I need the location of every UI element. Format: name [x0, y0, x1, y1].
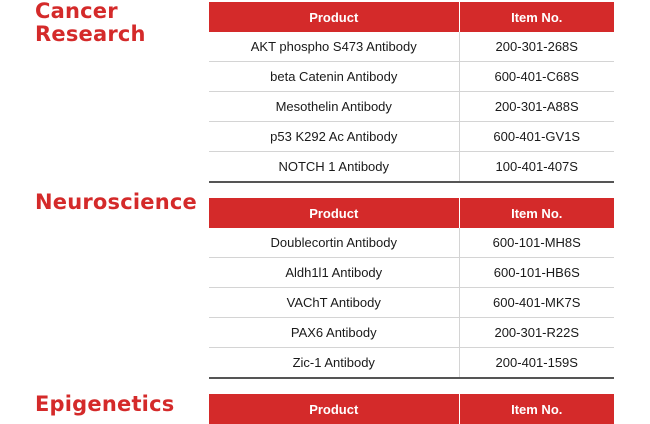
column-header-product: Product	[209, 394, 459, 424]
item-number-cell: 200-401-159S	[459, 348, 614, 379]
table-header-row	[209, 198, 614, 228]
table-header-row	[209, 2, 614, 32]
product-cell: PAX6 Antibody	[209, 318, 459, 348]
column-header-item-no: Item No.	[459, 2, 614, 32]
table-row	[209, 288, 614, 318]
table-row	[209, 228, 614, 258]
product-cell: NOTCH 1 Antibody	[209, 152, 459, 183]
product-cell: Mesothelin Antibody	[209, 92, 459, 122]
table-row	[209, 152, 614, 183]
column-header-item-no: Item No.	[459, 198, 614, 228]
column-header-product: Product	[209, 198, 459, 228]
product-cell: p53 K292 Ac Antibody	[209, 122, 459, 152]
item-number-cell: 600-401-MK7S	[459, 288, 614, 318]
neuroscience-table	[209, 198, 614, 379]
section-title-cancer-research	[35, 0, 146, 46]
product-cell: AKT phospho S473 Antibody	[250, 39, 417, 54]
column-header-item-no: Item No.	[459, 394, 614, 424]
section-title-line: Epigenetics	[35, 392, 175, 416]
table-row	[209, 258, 614, 288]
epigenetics-table	[209, 394, 614, 424]
item-number-cell: 600-401-GV1S	[459, 122, 614, 152]
product-cell: Zic-1 Antibody	[209, 348, 459, 379]
cancer-research-table	[209, 2, 614, 183]
table-row	[209, 348, 614, 379]
product-cell: Doublecortin Antibody	[270, 235, 397, 250]
table-row	[209, 122, 614, 152]
table-row	[209, 92, 614, 122]
section-title-line: Neuroscience	[35, 190, 197, 214]
section-title-neuroscience	[35, 191, 197, 214]
item-number-cell: 600-101-HB6S	[459, 258, 614, 288]
product-cell: beta Catenin Antibody	[209, 62, 459, 92]
section-title-epigenetics	[35, 393, 174, 416]
column-header-product: Product	[209, 2, 459, 32]
item-number-cell: 200-301-A88S	[459, 92, 614, 122]
table-row	[209, 318, 614, 348]
item-number-cell: 200-301-R22S	[459, 318, 614, 348]
table-row	[209, 62, 614, 92]
section-title-line: Research	[35, 22, 146, 46]
section-title-line: Cancer	[35, 0, 118, 23]
item-number-cell: 600-401-C68S	[459, 62, 614, 92]
product-cell: VAChT Antibody	[209, 288, 459, 318]
item-number-cell: 100-401-407S	[459, 152, 614, 183]
item-number-cell: 600-101-MH8S	[459, 228, 614, 258]
table-header-row	[209, 394, 614, 424]
table-row	[209, 32, 614, 62]
item-number-cell: 200-301-268S	[459, 32, 614, 62]
product-cell: Aldh1l1 Antibody	[209, 258, 459, 288]
